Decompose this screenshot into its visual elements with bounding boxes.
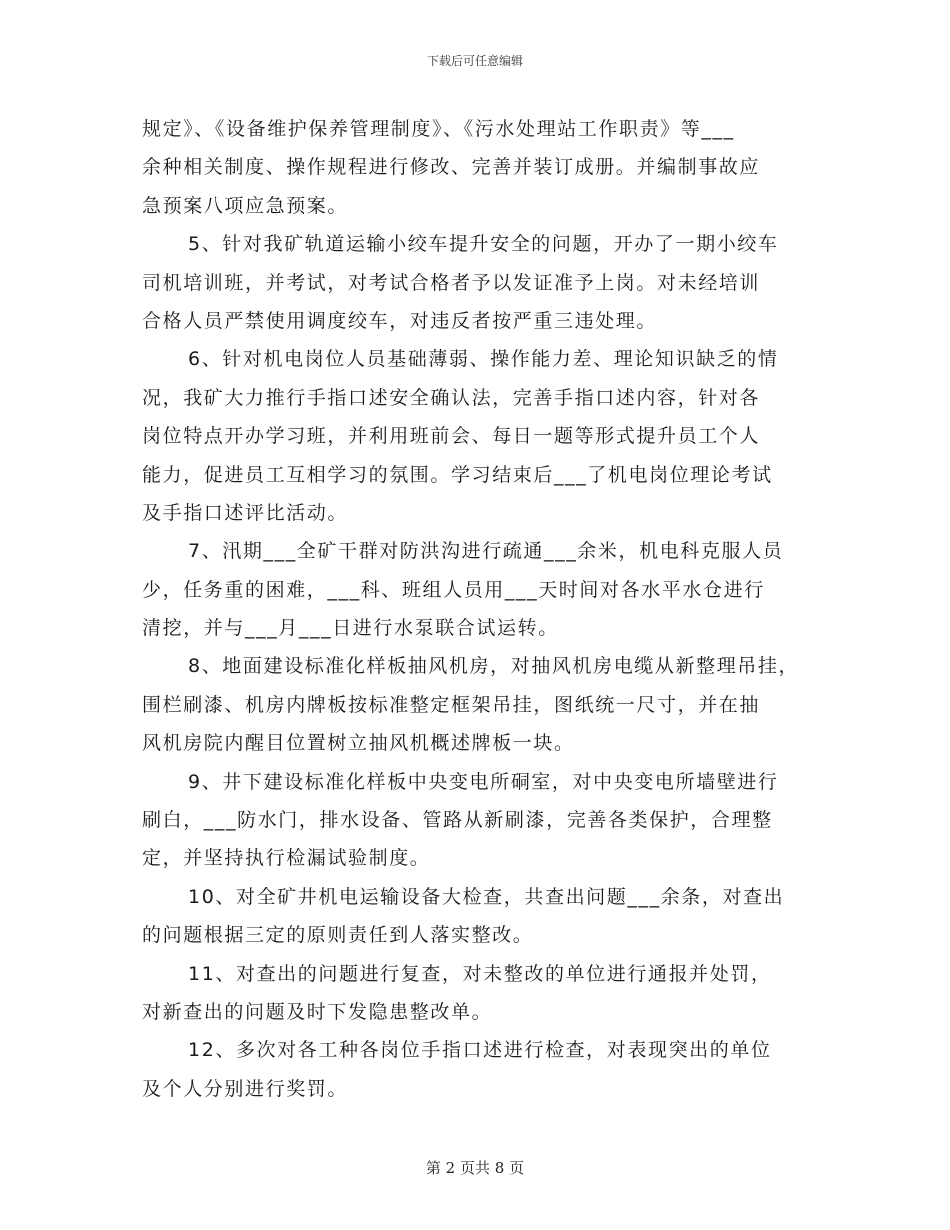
paragraph <box>142 532 832 647</box>
paragraph-line: 能力，促进员工互相学习的氛围。学习结束后___了机电岗位理论考试 <box>142 463 773 486</box>
paragraph-line: 刷白，___防水门，排水设备、管路从新刷漆，完善各类保护，合理整 <box>142 809 773 832</box>
paragraph-line: 少，任务重的困难，___科、班组人员用___天时间对各水平水仓进行 <box>142 578 765 601</box>
paragraph-line: 对新查出的问题及时下发隐患整改单。 <box>142 1000 493 1023</box>
paragraph-line: 清挖，并与___月___日进行水泵联合试运转。 <box>142 617 559 640</box>
paragraph-line: 9、井下建设标准化样板中央变电所硐室，对中央变电所墙壁进行 <box>188 770 779 793</box>
paragraph-line: 12、多次对各工种各岗位手指口述进行检查，对表现突出的单位 <box>188 1039 772 1062</box>
paragraph <box>142 1031 832 1108</box>
paragraph-line: 及个人分别进行奖罚。 <box>142 1077 349 1100</box>
paragraph-line: 规定》、《设备维护保养管理制度》、《污水处理站工作职责》等___ <box>142 118 735 140</box>
paragraph-line: 10、对全矿井机电运输设备大检查，共查出问题___余条，对查出 <box>188 885 785 908</box>
paragraph-line: 7、汛期___全矿干群对防洪沟进行疏通___余米，机电科克服人员 <box>188 540 784 563</box>
paragraph <box>142 763 832 878</box>
paragraph-line: 定，并坚持执行检漏试验制度。 <box>142 847 431 870</box>
paragraph-line: 围栏刷漆、机房内牌板按标准整定框架吊挂，图纸统一尺寸，并在抽 <box>142 693 761 716</box>
page-footer: 第 2 页共 8 页 <box>425 1159 525 1177</box>
paragraph-line: 的问题根据三定的原则责任到人落实整改。 <box>142 924 534 947</box>
paragraph-line: 司机培训班，并考试，对考试合格者予以发证准予上岗。对未经培训 <box>142 271 761 294</box>
paragraph-line: 合格人员严禁使用调度绞车，对违反者按严重三违处理。 <box>142 309 658 332</box>
document-body <box>142 110 832 1108</box>
paragraph-line: 风机房院内醒目位置树立抽风机概述牌板一块。 <box>142 732 575 755</box>
paragraph-line: 及手指口述评比活动。 <box>142 501 349 524</box>
paragraph <box>142 878 832 955</box>
paragraph <box>142 340 832 532</box>
paragraph-line: 急预案八项应急预案。 <box>142 194 349 217</box>
paragraph-line: 8、地面建设标准化样板抽风机房，对抽风机房电缆从新整理吊挂， <box>188 655 800 678</box>
paragraph-line: 5、针对我矿轨道运输小绞车提升安全的问题，开办了一期小绞车 <box>188 233 779 256</box>
paragraph-line: 6、针对机电岗位人员基础薄弱、操作能力差、理论知识缺乏的情 <box>188 348 779 371</box>
paragraph-line: 岗位特点开办学习班，并利用班前会、每日一题等形式提升员工个人 <box>142 425 761 448</box>
paragraph <box>142 647 832 762</box>
paragraph <box>142 110 832 225</box>
page-header: 下载后可任意编辑 <box>426 54 523 68</box>
paragraph <box>142 225 832 340</box>
paragraph-line: 11、对查出的问题进行复查，对未整改的单位进行通报并处罚， <box>188 962 772 985</box>
paragraph <box>142 955 832 1032</box>
paragraph-line: 况，我矿大力推行手指口述安全确认法，完善手指口述内容，针对各 <box>142 386 761 409</box>
paragraph-line: 余种相关制度、操作规程进行修改、完善并装订成册。并编制事故应 <box>142 156 761 179</box>
